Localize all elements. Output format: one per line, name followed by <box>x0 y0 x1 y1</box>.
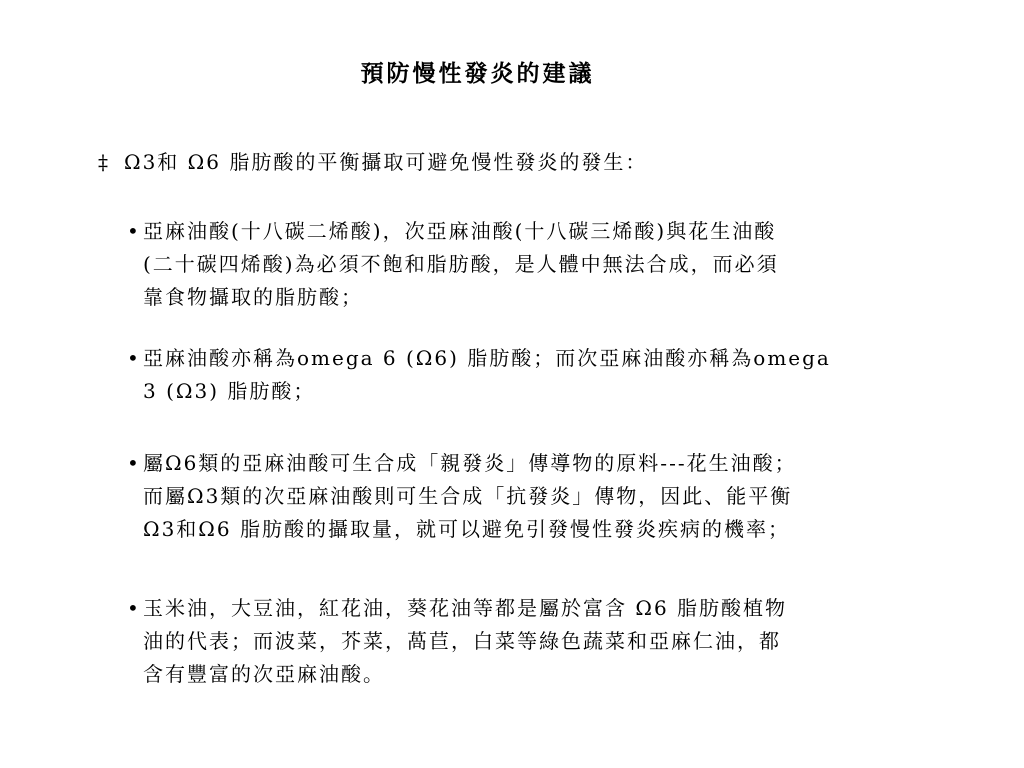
slide-title: 預防慢性發炎的建議 <box>360 60 595 87</box>
bullet-line: 油的代表；而波菜，芥菜，萵苣，白菜等綠色蔬菜和亞麻仁油，都 <box>143 629 781 653</box>
bullet-item-omega-naming <box>127 342 987 408</box>
bullet-dot-icon: • <box>127 451 141 475</box>
lead-point <box>98 146 647 178</box>
bullet-line <box>127 215 987 248</box>
bullet-item-food-sources <box>127 592 987 691</box>
bullet-line-text: 玉米油，大豆油，紅花油，葵花油等都是屬於富含 Ω6 脂肪酸植物 <box>143 596 788 620</box>
bullet-line-text: 屬Ω6類的亞麻油酸可生合成「親發炎」傳導物的原料---花生油酸； <box>143 451 797 475</box>
bullet-line-text: 亞麻油酸(十八碳二烯酸)，次亞麻油酸(十八碳三烯酸)與花生油酸 <box>143 219 777 243</box>
bullet-line-text: 亞麻油酸亦稱為omega 6 (Ω6) 脂肪酸；而次亞麻油酸亦稱為omega <box>143 346 831 370</box>
bullet-line: Ω3和Ω6 脂肪酸的攝取量，就可以避免引發慢性發炎疾病的機率； <box>143 517 790 541</box>
bullet-item-essential-fatty-acids <box>127 215 987 314</box>
bullet-dot-icon: • <box>127 596 141 620</box>
bullet-line: 靠食物攝取的脂肪酸； <box>143 285 363 309</box>
bullet-item-inflammation-balance <box>127 447 987 546</box>
lead-point-text: Ω3和 Ω6 脂肪酸的平衡攝取可避免慢性發炎的發生： <box>124 150 648 174</box>
bullet-line <box>127 592 987 625</box>
bullet-dot-icon: • <box>127 219 141 243</box>
double-dagger-bullet-icon: ‡ <box>98 150 110 174</box>
bullet-line <box>127 342 987 375</box>
bullet-line: (二十碳四烯酸)為必須不飽和脂肪酸，是人體中無法合成，而必須 <box>143 252 779 276</box>
bullet-line: 3 (Ω3) 脂肪酸； <box>143 379 316 403</box>
bullet-line: 含有豐富的次亞麻油酸。 <box>143 662 385 686</box>
bullet-line <box>127 447 987 480</box>
bullet-dot-icon: • <box>127 346 141 370</box>
bullet-line: 而屬Ω3類的次亞麻油酸則可生合成「抗發炎」傳物，因此、能平衡 <box>143 484 793 508</box>
